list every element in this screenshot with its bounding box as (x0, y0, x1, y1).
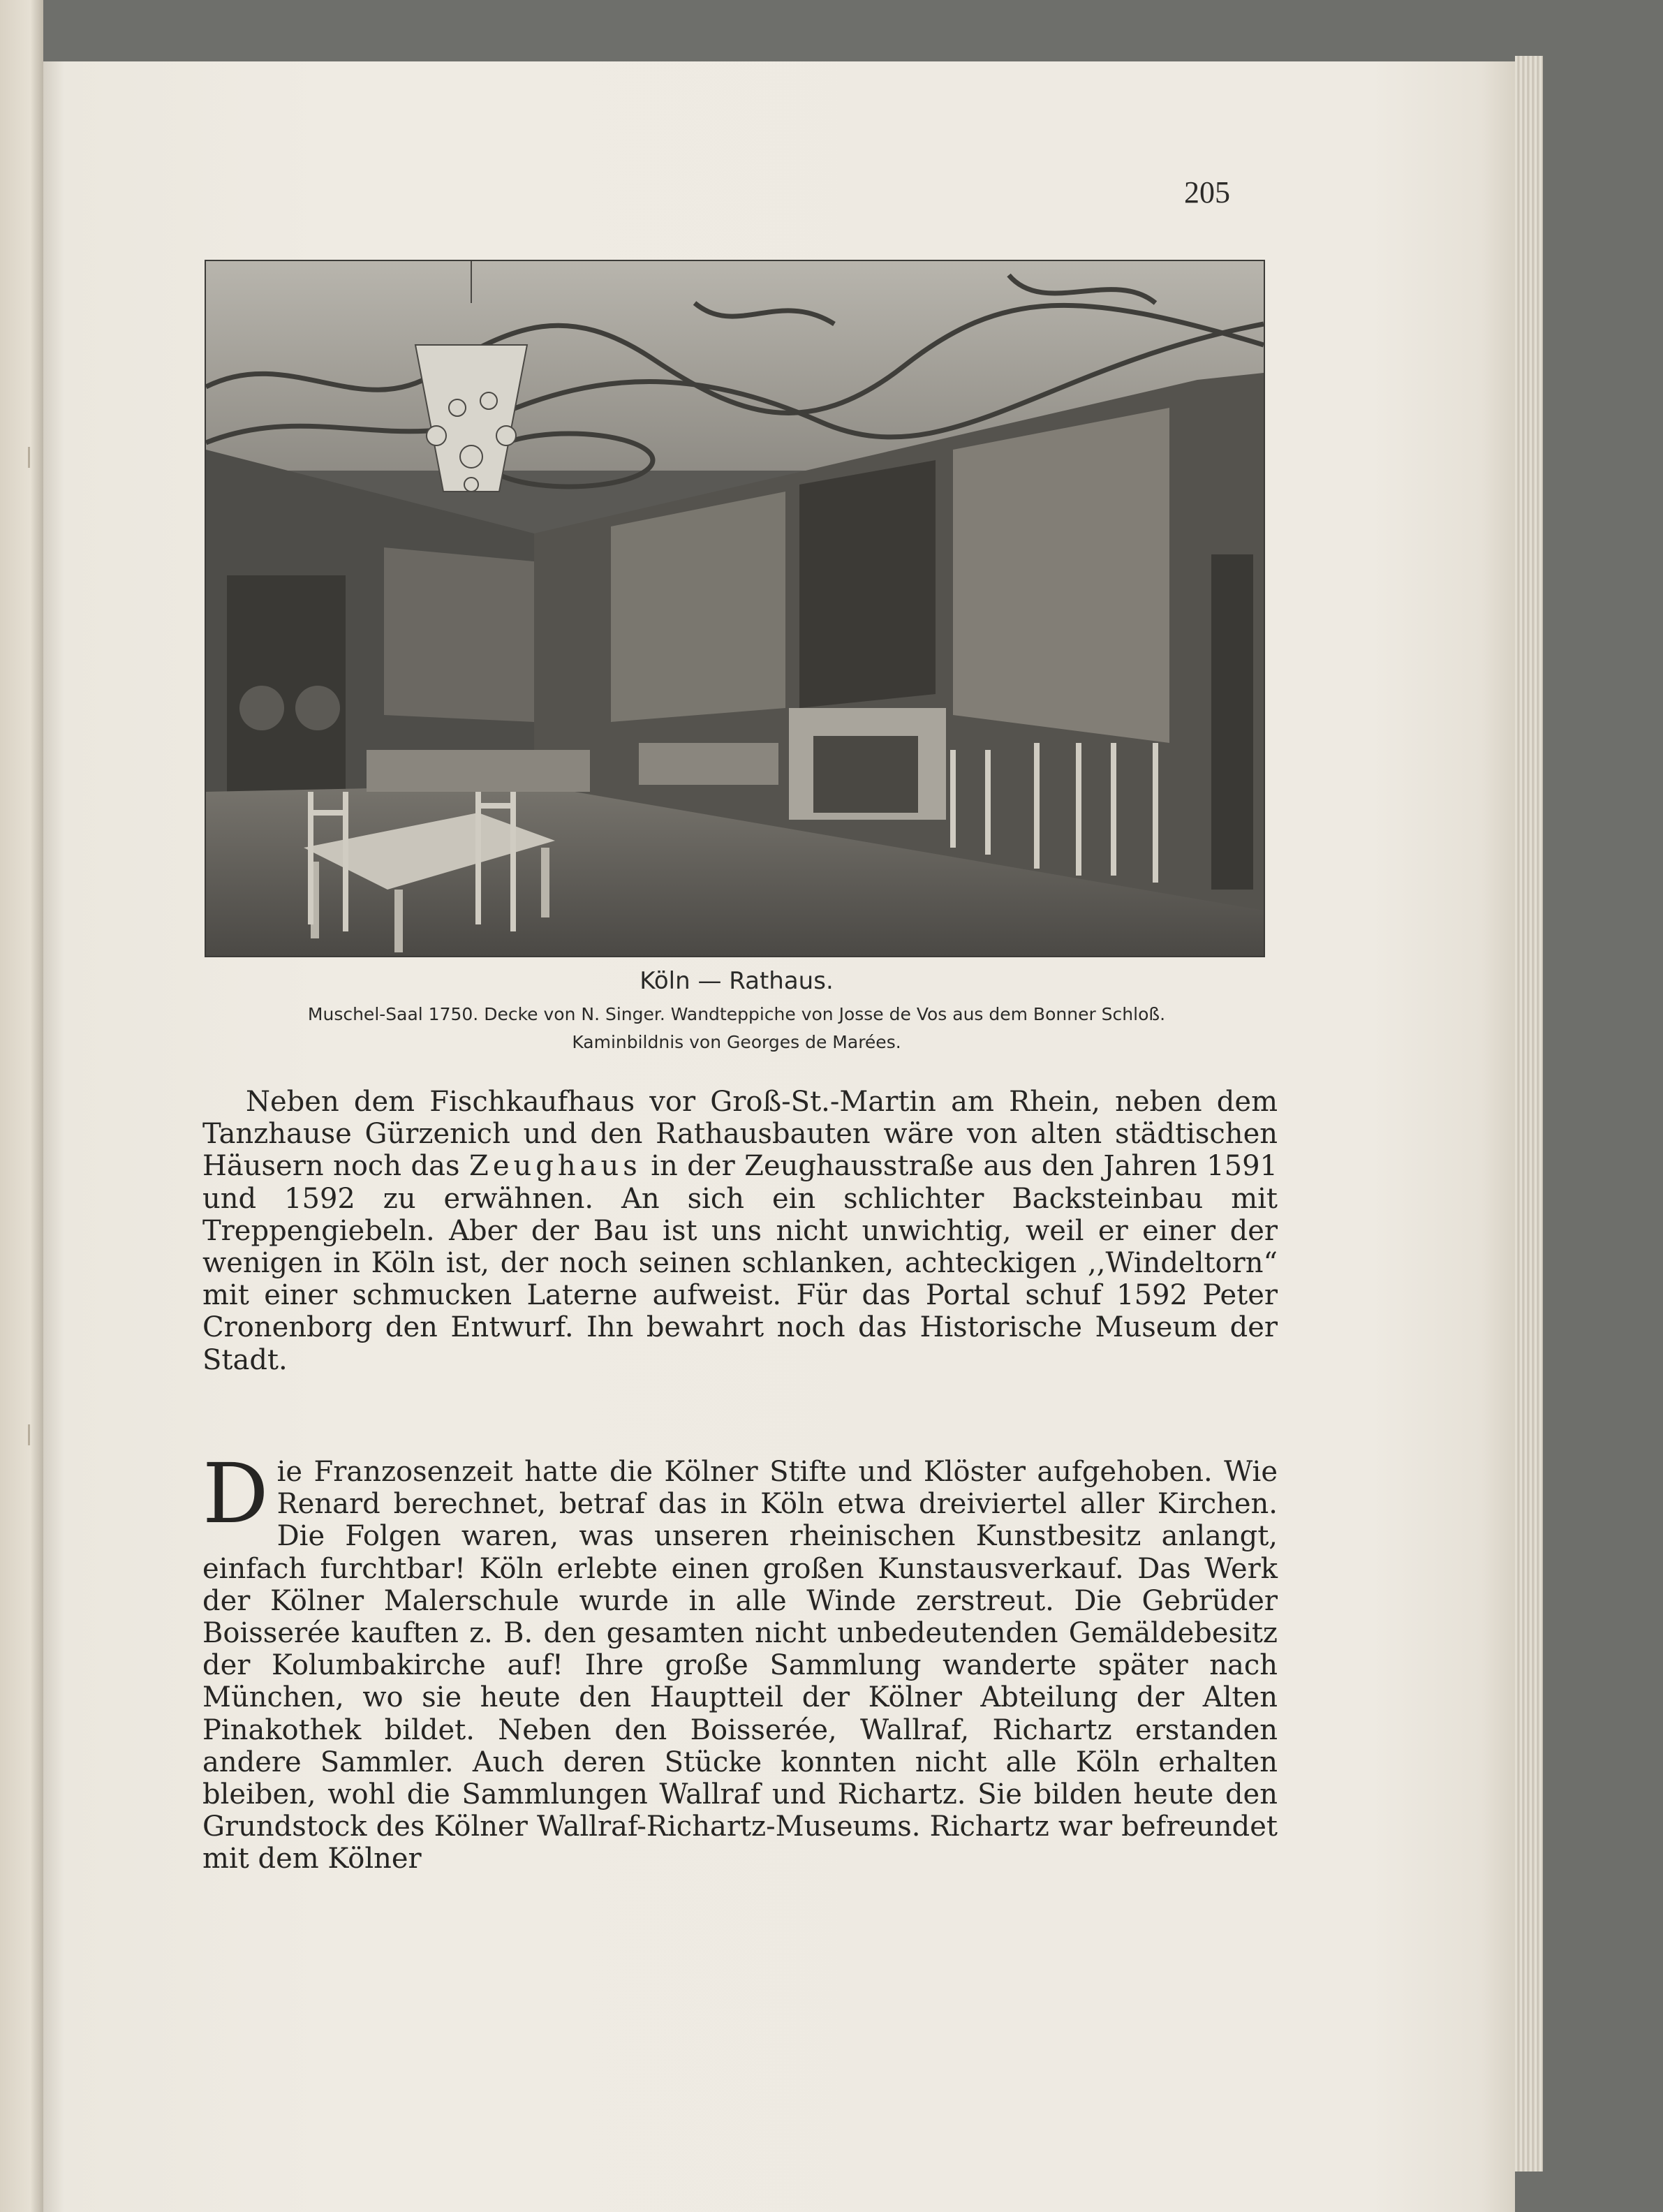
rathaus-hall-photograph (206, 261, 1264, 956)
figure-caption-line-1: Muschel-Saal 1750. Decke von N. Singer. Wandteppiche von Josse de Vos aus dem Bonner Schloß. (307, 1004, 1166, 1024)
body-paragraph-franzosenzeit (202, 1445, 1278, 1875)
paragraph-text: in der Zeughausstraße aus den Jahren 1591 und 1592 zu erwähnen. An sich ein schlichter Backsteinbau mit Treppengiebeln. Aber der Bau ist uns nicht unwichtig, weil er einer der wenigen in Köln ist, der noch seinen schlanken, achteckigen ,,Windeltorn“ mit einer schmucken Laterne aufweist. Für das Portal schuf 1592 Peter Cronenborg den Entwurf. Ihn bewahrt noch das Historische Museum der Stadt. (202, 1150, 1278, 1376)
page-stack-edge (1515, 56, 1543, 2172)
emphasized-word-zeughaus: Zeughaus (469, 1150, 642, 1183)
page-number: 205 (1184, 175, 1230, 209)
photograph-illustration (206, 261, 1264, 956)
drop-cap: D (202, 1445, 269, 1542)
body-paragraph-zeughaus (202, 1086, 1278, 1376)
binding-stitch (28, 447, 30, 468)
paragraph-text: Neben dem Fischkaufhaus vor Groß-St.-Martin am Rhein, neben dem Tanzhause Gürzenich und den Rathausbauten wäre von alten städtischen Häusern noch das (202, 1086, 1278, 1183)
paragraph-text: ie Franzosenzeit hatte die Kölner Stifte und Klöster aufgehoben. Wie Renard berechnet, betraf das in Köln etwa dreiviertel aller Kirchen. Die Folgen waren, was unseren rheinischen Kunstbesitz anlangt, einfach furchtbar! Köln erlebte einen großen Kunstausverkauf. Das Werk der Kölner Malerschule wurde in alle Winde zerstreut. Die Gebrüder Boisserée kauften z. B. den gesamten nicht unbedeutenden Gemäldebesitz der Kolumbakirche auf! Ihre große Sammlung wanderte später nach München, wo sie heute den Hauptteil der Kölner Abteilung der Alten Pinakothek bildet. Neben den Boisserée, Wallraf, Richartz erstanden andere Sammler. Auch deren Stücke konnten nicht alle Köln erhalten bleiben, wohl die Sammlungen Wallraf und Richartz. Sie bilden heute den Grundstock des Kölner Wallraf-Richartz-Museums. Richartz war befreundet mit dem Kölner (202, 1456, 1278, 1875)
binding-stitch (28, 1424, 30, 1445)
left-page-edge (0, 0, 43, 2212)
figure-caption-line-2: Kaminbildnis von Georges de Marées. (572, 1032, 901, 1052)
figure-title: Köln — Rathaus. (640, 967, 834, 995)
